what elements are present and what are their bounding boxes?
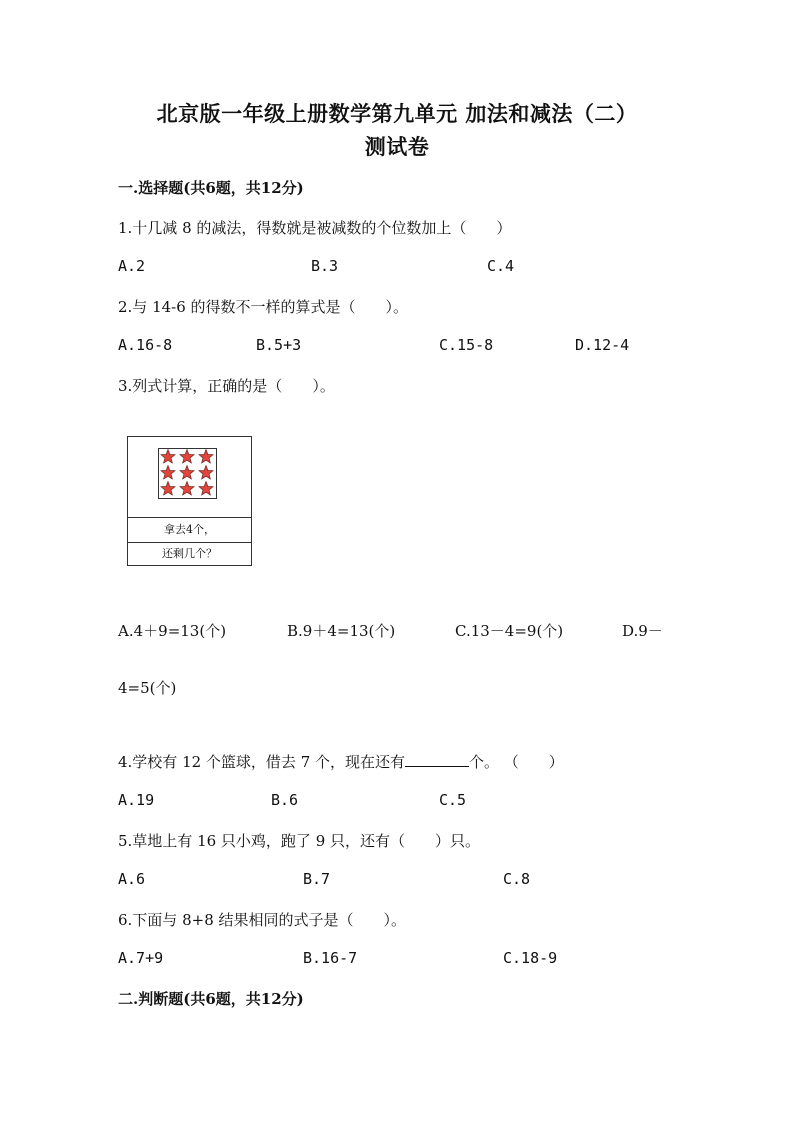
q4-option-b: B.6 (271, 791, 299, 809)
star-icon (161, 450, 175, 464)
answer-blank (405, 752, 469, 767)
q2-option-b: B.5+3 (256, 336, 302, 354)
question-5: 5.草地上有 16 只小鸡，跑了 9 只，还有（ ）只。 (118, 832, 481, 850)
q4-option-c: C.5 (439, 791, 467, 809)
q3-option-d: D.9－ (622, 622, 663, 640)
q1-option-a: A.2 (118, 257, 146, 275)
q2-option-c: C.15-8 (439, 336, 494, 354)
document-title: 北京版一年级上册数学第九单元 加法和减法（二） (156, 101, 638, 126)
section-heading-choice: 一.选择题(共6题，共12分) (118, 179, 304, 197)
document-subtitle: 测试卷 (364, 134, 430, 159)
question-2: 2.与 14-6 的得数不一样的算式是（ ）。 (118, 298, 409, 316)
question-1: 1.十几减 8 的减法，得数就是被减数的个位数加上（ ） (118, 219, 512, 237)
star-icon (199, 450, 213, 464)
question-4-text-after: 个。 （ ） (469, 753, 564, 771)
q4-option-a: A.19 (118, 791, 155, 809)
star-icon (161, 466, 175, 480)
star-icon (180, 466, 194, 480)
figure-star-panel (128, 437, 251, 518)
q5-option-c: C.8 (503, 870, 531, 888)
q2-option-d: D.12-4 (575, 336, 630, 354)
q6-option-c: C.18-9 (503, 949, 558, 967)
question-3: 3.列式计算，正确的是（ ）。 (118, 377, 335, 395)
figure-text-take-away: 拿去4个， (128, 517, 251, 543)
star-grid (158, 448, 217, 499)
star-icon (161, 482, 175, 496)
q6-option-a: A.7+9 (118, 949, 164, 967)
question-6: 6.下面与 8+8 结果相同的式子是（ ）。 (118, 911, 407, 929)
q3-option-b: B.9＋4=13(个) (287, 622, 396, 640)
q3-option-c: C.13－4=9(个) (455, 622, 564, 640)
q3-option-d-continued: 4=5(个) (118, 679, 177, 697)
section-heading-true-false: 二.判断题(共6题，共12分) (118, 990, 304, 1008)
star-icon (180, 482, 194, 496)
q5-option-b: B.7 (303, 870, 331, 888)
star-icon (199, 466, 213, 480)
q2-option-a: A.16-8 (118, 336, 173, 354)
question-4 (118, 751, 564, 772)
star-icon (199, 482, 213, 496)
stars-svg (159, 449, 216, 498)
q3-option-a: A.4＋9=13(个) (118, 622, 227, 640)
figure-text-how-many-left: 还剩几个？ (162, 547, 217, 560)
q1-option-c: C.4 (487, 257, 515, 275)
question-3-figure (127, 436, 252, 566)
q6-option-b: B.16-7 (303, 949, 358, 967)
star-icon (180, 450, 194, 464)
q1-option-b: B.3 (311, 257, 339, 275)
question-4-text-before: 4.学校有 12 个篮球，借去 7 个，现在还有 (118, 753, 406, 771)
q5-option-a: A.6 (118, 870, 146, 888)
